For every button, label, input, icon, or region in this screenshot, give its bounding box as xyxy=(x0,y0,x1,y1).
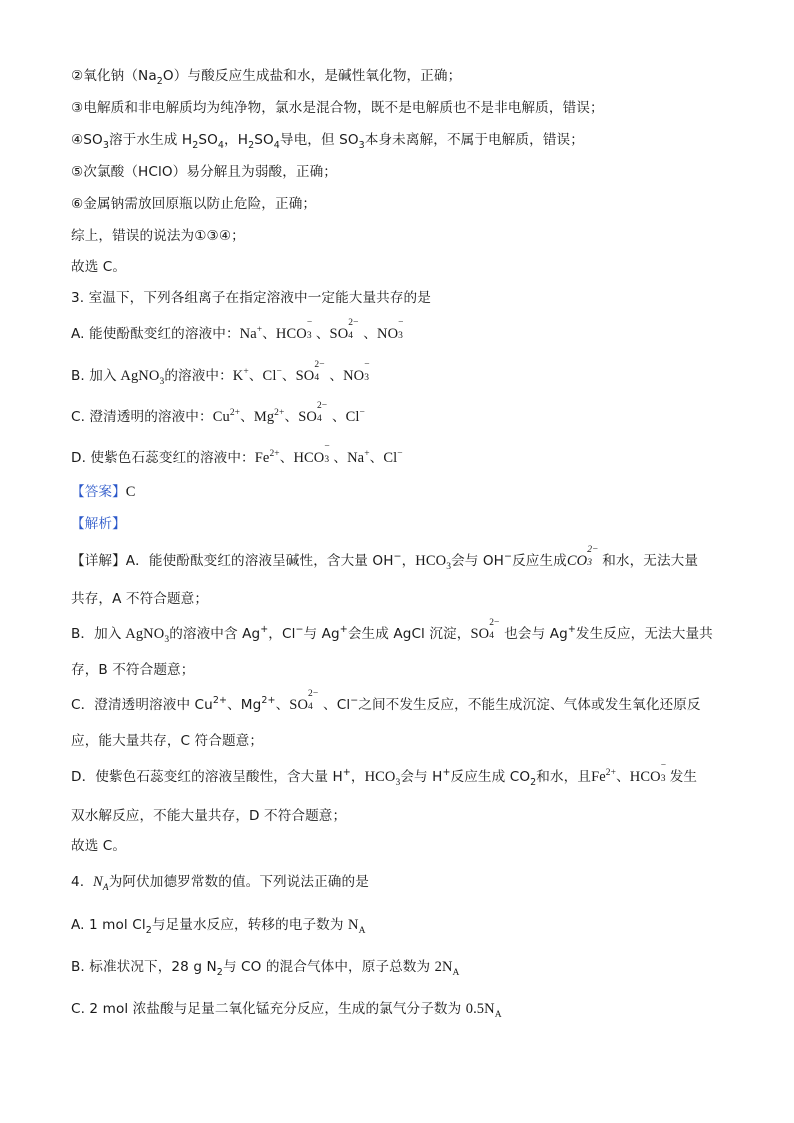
text-line: 故选 C。 xyxy=(71,259,127,275)
option-a: A. 1 mol $Cl_2$与足量水反应，转移的电子数为 $N_A$ xyxy=(71,917,366,936)
explanation-line: 【详解】A．能使酚酞变红的溶液呈碱性，含大量 OH−，$HCO_3$会与 OH−反应生成CO 2− 3 和水，无法大量 xyxy=(71,545,699,572)
answer-tag: 【答案】 xyxy=(71,484,126,500)
answer-line: 【答案】C xyxy=(71,484,136,500)
explanation-line: 应，能大量共存，C 符合题意； xyxy=(71,733,264,749)
question-stem: 3. 室温下，下列各组离子在指定溶液中一定能大量共存的是 xyxy=(71,290,431,306)
text-line: ⑤次氯酸（HClO）易分解且为弱酸，正确； xyxy=(71,164,337,180)
option-b: B. 加入 AgNO$_3$的溶液中：K+、Cl−、SO 2− 4 、NO − 3 xyxy=(71,360,370,387)
explanation-line: 双水解反应，不能大量共存，D 不符合题意； xyxy=(71,808,347,824)
text-line: ⑥金属钠需放回原瓶以防止危险，正确； xyxy=(71,196,317,212)
analysis-tag: 【解析】 xyxy=(71,516,126,532)
option-b: B. 标准状况下，28 g $N_2$与 CO 的混合气体中，原子总数为 $2N_A$ xyxy=(71,959,460,978)
explanation-line: B．加入 AgNO$_3$的溶液中含 Ag+，Cl−与 Ag+会生成 AgCl 沉淀，SO 2− 4 也会与 Ag+发生反应，无法大量共 xyxy=(71,618,713,645)
question-stem: 4. $N_A$为阿伏加德罗常数的值。下列说法正确的是 xyxy=(71,874,369,893)
explanation-line: 故选 C。 xyxy=(71,838,127,854)
analysis-tag-line xyxy=(71,514,724,534)
text-line: $④SO_3$溶于水生成 $H_2SO_4$，$H_2SO_4$导电，但 $SO_3$本身未离解，不属于电解质，错误； xyxy=(71,132,584,151)
explanation-line: 存，B 不符合题意； xyxy=(71,662,195,678)
text-line: 综上，错误的说法为①③④； xyxy=(71,228,245,244)
option-a: A. 能使酚酞变红的溶液中：Na+、HCO − 3 、SO 2− 4 、NO − 3 xyxy=(71,318,404,342)
explanation-line: D．使紫色石蕊变红的溶液呈酸性，含大量 H+，$HCO_3$会与 H+反应生成 $CO_2$和水，且$Fe^{2+}$、HCO − 3 发生 xyxy=(71,761,698,788)
option-d: D. 使紫色石蕊变红的溶液中：$Fe^{2+}$、HCO − 3 、Na+、Cl− xyxy=(71,442,403,466)
explanation-line: C．澄清透明溶液中 $Cu^{2+}$、$Mg^{2+}$、SO 2− 4 、Cl−之间不发生反应，不能生成沉淀、气体或发生氧化还原反 xyxy=(71,689,701,713)
text-line: ③电解质和非电解质均为纯净物，氯水是混合物，既不是电解质也不是非电解质，错误； xyxy=(71,100,604,116)
text-line: ②氧化钠$(Na_2O)$与酸反应生成盐和水，是碱性氧化物，正确； xyxy=(71,68,462,87)
option-c: C. 澄清透明的溶液中：$Cu^{2+}$、$Mg^{2+}$、SO 2− 4 、Cl− xyxy=(71,401,366,425)
option-c: C. 2 mol 浓盐酸与足量二氧化锰充分反应，生成的氯气分子数为 $0.5N_A$ xyxy=(71,1001,502,1020)
explanation-line: 共存，A 不符合题意； xyxy=(71,591,209,607)
